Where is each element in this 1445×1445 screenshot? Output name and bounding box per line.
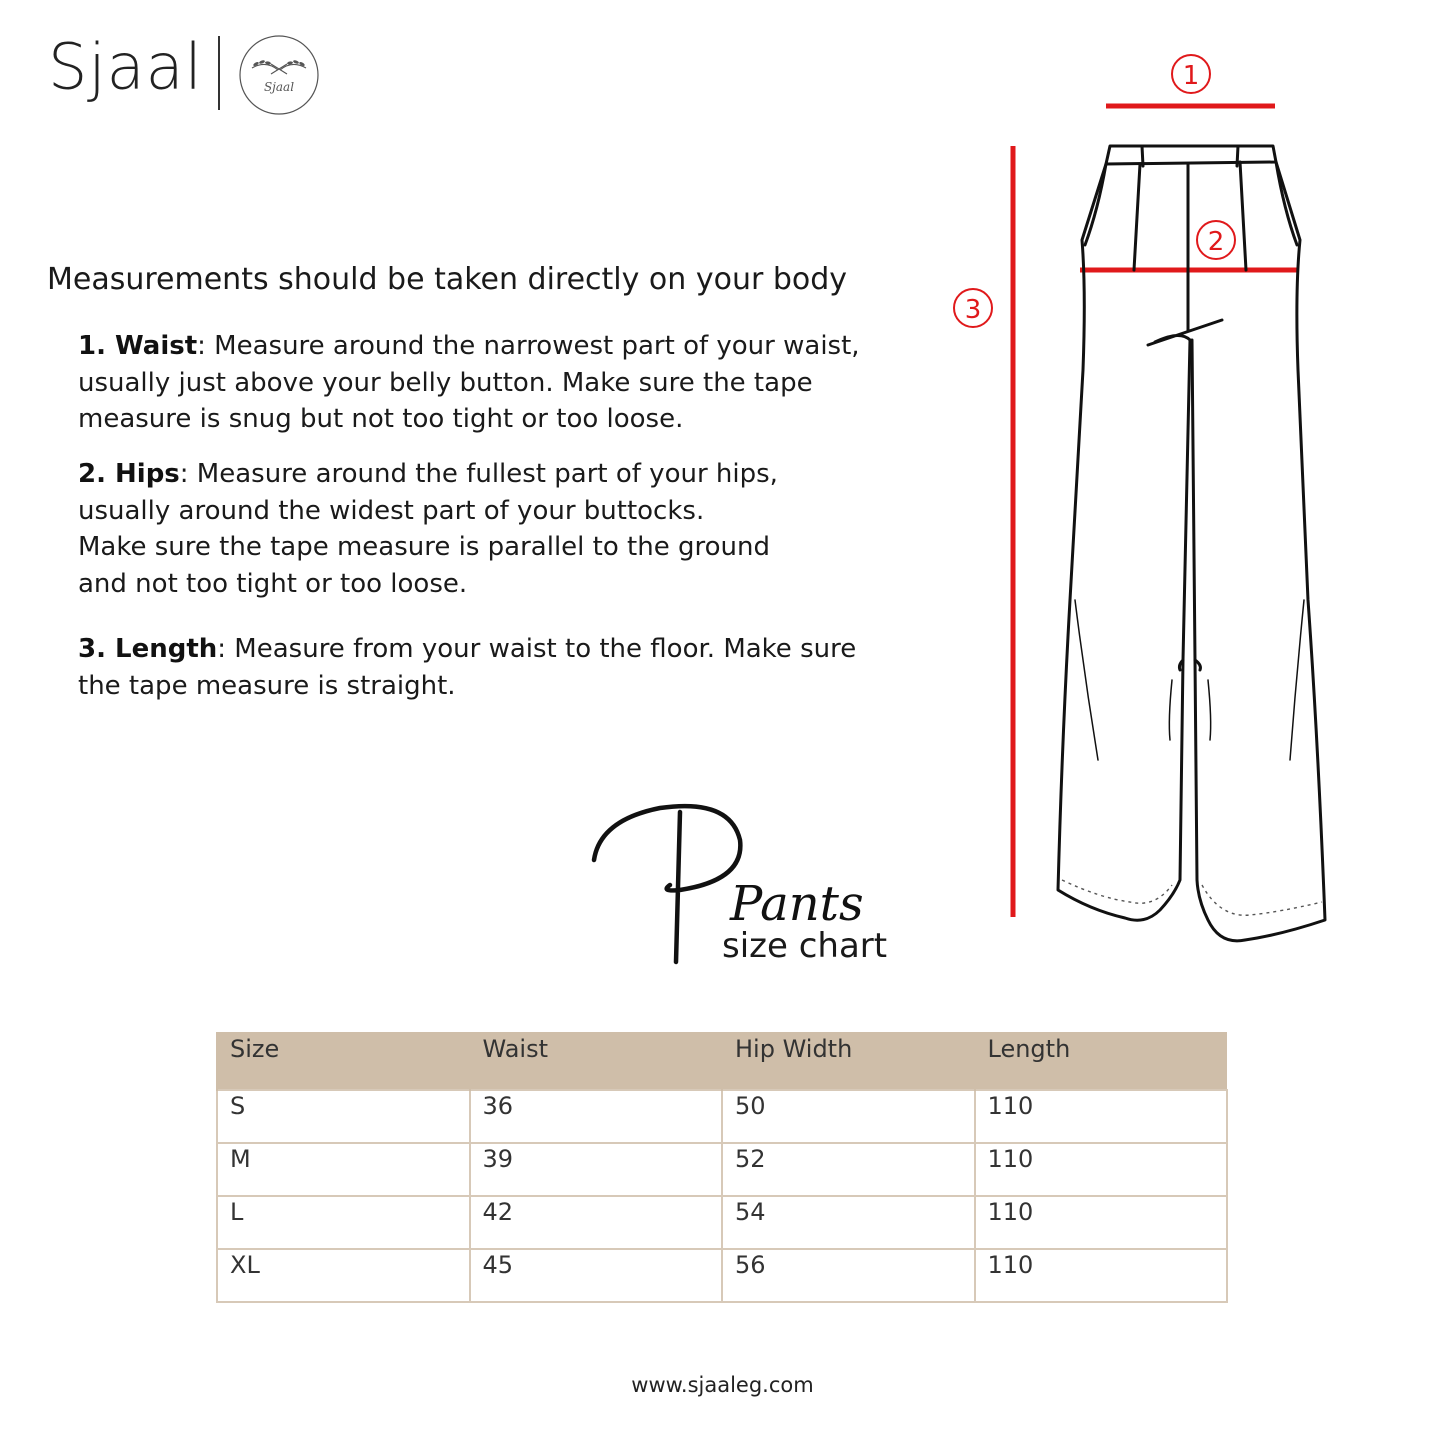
brand-name: Sjaal <box>48 29 203 104</box>
svg-text:3: 3 <box>964 295 982 325</box>
table-row <box>217 1249 1227 1302</box>
pants-diagram <box>940 40 1360 960</box>
table-cell: 110 <box>975 1196 1228 1249</box>
table-row <box>217 1090 1227 1143</box>
table-cell: 54 <box>722 1196 975 1249</box>
table-cell: M <box>217 1143 470 1196</box>
table-cell: 42 <box>470 1196 723 1249</box>
brand-divider <box>218 36 220 110</box>
table-cell: 110 <box>975 1143 1228 1196</box>
column-header: Size <box>217 1032 470 1090</box>
svg-text:1: 1 <box>1182 61 1200 91</box>
table-cell: 56 <box>722 1249 975 1302</box>
column-header: Length <box>975 1032 1228 1090</box>
intro-text: Measurements should be taken directly on your body <box>47 262 848 297</box>
brand-seal-logo <box>238 34 320 116</box>
table-cell: L <box>217 1196 470 1249</box>
table-cell: 45 <box>470 1249 723 1302</box>
instruction-hips: 2. Hips: Measure around the fullest part of your hips, usually around the widest part of your buttocks. Make sure the tape measure is parallel to the ground and not too tight or too loose. <box>78 459 778 600</box>
instruction-label: 1. Waist <box>78 331 198 361</box>
svg-text:2: 2 <box>1207 227 1225 257</box>
table-cell: 39 <box>470 1143 723 1196</box>
table-cell: 50 <box>722 1090 975 1143</box>
table-cell: 110 <box>975 1249 1228 1302</box>
table-row <box>217 1196 1227 1249</box>
table-header-row <box>217 1032 1227 1090</box>
instruction-label: 2. Hips <box>78 459 180 489</box>
measurement-guides <box>954 55 1298 917</box>
table-cell: 52 <box>722 1143 975 1196</box>
title-script-text: Pants <box>730 876 864 932</box>
column-header: Hip Width <box>722 1032 975 1090</box>
table-cell: 36 <box>470 1090 723 1143</box>
instruction-label: 3. Length <box>78 634 218 664</box>
subtitle: size chart <box>722 926 888 966</box>
instruction-length: 3. Length: Measure from your waist to the floor. Make sure the tape measure is straight. <box>78 634 857 701</box>
table-cell: S <box>217 1090 470 1143</box>
instruction-waist: 1. Waist: Measure around the narrowest part of your waist, usually just above your belly button. Make sure the tape measure is snug but not too tight or too loose. <box>78 331 860 435</box>
pants-outline <box>1058 146 1325 941</box>
table-cell: 110 <box>975 1090 1228 1143</box>
table-cell: XL <box>217 1249 470 1302</box>
website-link[interactable]: www.sjaaleg.com <box>631 1373 814 1397</box>
brand-seal-text: Sjaal <box>263 80 295 94</box>
size-table <box>216 1032 1228 1303</box>
table-row <box>217 1143 1227 1196</box>
column-header: Waist <box>470 1032 723 1090</box>
